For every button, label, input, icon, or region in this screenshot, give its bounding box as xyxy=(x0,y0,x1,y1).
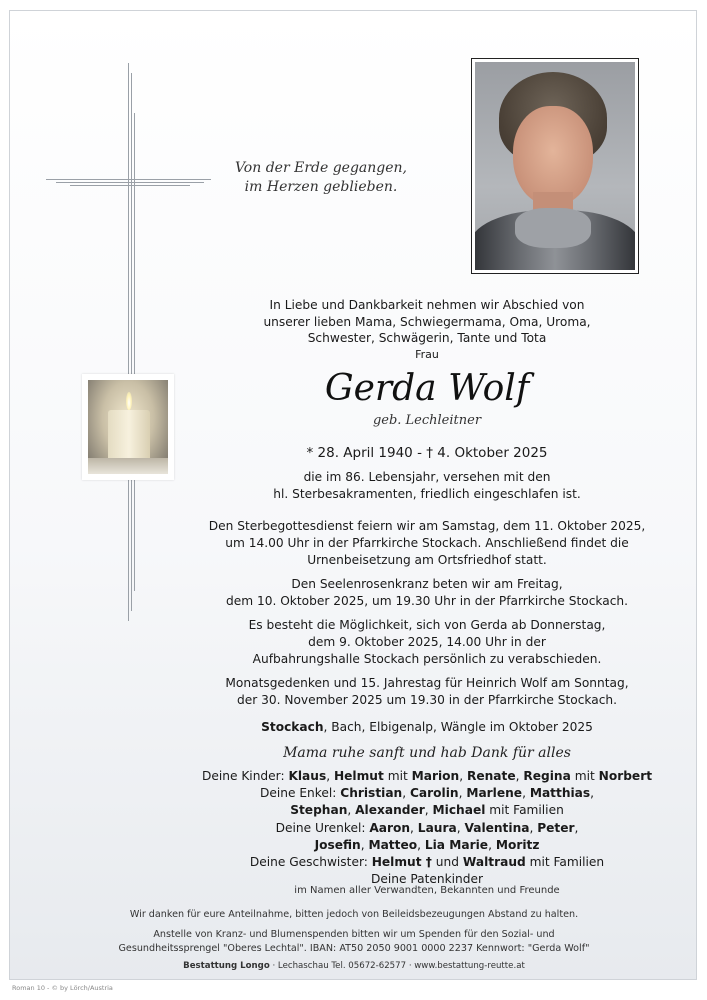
family-text: , xyxy=(488,837,496,852)
family-text: , xyxy=(347,803,356,818)
paragraph-line: Monatsgedenken und 15. Jahrestag für Heinrich Wolf am Sonntag, xyxy=(225,676,629,690)
family-text: , xyxy=(459,769,467,783)
obituary-card xyxy=(9,10,697,980)
life-dates: * 28. April 1940 - † 4. Oktober 2025 xyxy=(306,445,548,461)
paragraph-memorial xyxy=(162,675,692,709)
family-text: , xyxy=(515,769,524,783)
place-town: Stockach xyxy=(261,720,324,734)
family-line xyxy=(162,802,692,819)
family-text: Deine Patenkinder xyxy=(370,872,484,887)
family-text: und xyxy=(431,855,463,870)
family-text: , xyxy=(410,820,418,835)
family-member-name: Helmut † xyxy=(371,855,432,870)
donation-line: Anstelle von Kranz- und Blumenspenden bitten wir um Spenden für den Sozial- und xyxy=(153,929,555,940)
family-member-name: Lia Marie xyxy=(424,837,489,852)
paragraph-farewell-viewing xyxy=(162,617,692,668)
family-list xyxy=(162,768,692,888)
undertaker-footer xyxy=(30,960,678,972)
family-text: , xyxy=(417,837,425,852)
candle-image xyxy=(82,374,174,480)
paragraph-line: der 30. November 2025 um 19.30 in der Pfarrkirche Stockach. xyxy=(236,693,618,707)
family-text: mit Familien xyxy=(525,855,605,870)
family-member-name: Regina xyxy=(523,769,571,783)
family-text: , xyxy=(360,837,369,852)
undertaker-details: · Lechaschau Tel. 05672-62577 · www.bestattung-reutte.at xyxy=(269,961,525,971)
family-text: Deine Urenkel: xyxy=(275,820,370,835)
passing-line: die im 86. Lebensjahr, versehen mit den xyxy=(303,470,551,484)
portrait-photo xyxy=(471,58,639,274)
family-member-name: Peter xyxy=(537,820,575,835)
family-text: mit xyxy=(570,769,599,783)
family-member-name: Matthias xyxy=(529,786,591,801)
passing-line: hl. Sterbesakramenten, friedlich eingeschlafen ist. xyxy=(273,487,581,501)
paragraph-line: um 14.00 Uhr in der Pfarrkirche Stockach. Anschließend findet die xyxy=(225,536,629,550)
undertaker-name: Bestattung Longo xyxy=(183,961,270,971)
paragraph-funeral xyxy=(162,518,692,569)
family-member-name: Alexander xyxy=(355,803,425,818)
paragraph-line: Aufbahrungshalle Stockach persönlich zu verabschieden. xyxy=(252,652,602,666)
family-text: Deine Enkel: xyxy=(259,786,341,801)
intro-line: In Liebe und Dankbarkeit nehmen wir Abschied von xyxy=(269,298,585,312)
family-member-name: Carolin xyxy=(409,786,459,801)
family-member-name: Waltraud xyxy=(462,855,526,870)
family-text: Deine Geschwister: xyxy=(249,855,372,870)
family-line xyxy=(162,768,692,785)
family-member-name: Christian xyxy=(340,786,403,801)
place-rest: , Bach, Elbigenalp, Wängle im Oktober 2025 xyxy=(323,720,593,734)
family-member-name: Marion xyxy=(411,769,460,783)
family-line xyxy=(162,854,692,871)
family-member-name: Stephan xyxy=(290,803,348,818)
paragraph-line: Den Seelenrosenkranz beten wir am Freitag, xyxy=(291,577,563,591)
family-member-name: Aaron xyxy=(369,820,411,835)
paragraph-line: Es besteht die Möglichkeit, sich von Gerda ab Donnerstag, xyxy=(248,618,606,632)
family-member-name: Norbert xyxy=(598,769,653,783)
imprint: Roman 10 - © by Lörch/Austria xyxy=(12,984,113,992)
relatives-line: im Namen aller Verwandten, Bekannten und Freunde xyxy=(294,885,560,896)
thanks-line: Wir danken für eure Anteilnahme, bitten jedoch von Beileidsbezeugungen Abstand zu halten. xyxy=(129,909,579,920)
family-text: , xyxy=(326,769,334,783)
family-member-name: Marlene xyxy=(466,786,523,801)
family-member-name: Renate xyxy=(466,769,516,783)
paragraph-rosary xyxy=(162,576,692,610)
quote-line: Von der Erde gegangen, xyxy=(234,160,407,176)
paragraph-line: dem 9. Oktober 2025, 14.00 Uhr in der xyxy=(308,635,546,649)
family-text: , xyxy=(522,786,530,801)
service-info xyxy=(162,518,692,716)
paragraph-line: Den Sterbegottesdienst feiern wir am Samstag, dem 11. Oktober 2025, xyxy=(208,519,646,533)
passing-text xyxy=(162,469,692,503)
family-member-name: Klaus xyxy=(288,769,327,783)
paragraph-line: dem 10. Oktober 2025, um 19.30 Uhr in der Pfarrkirche Stockach. xyxy=(225,594,629,608)
family-line xyxy=(162,820,692,837)
quote-line: im Herzen geblieben. xyxy=(244,179,398,195)
paragraph-line: Urnenbeisetzung am Ortsfriedhof statt. xyxy=(307,553,547,567)
donation-info xyxy=(30,928,678,956)
family-text: , xyxy=(529,820,538,835)
family-text: mit Familien xyxy=(485,803,564,818)
farewell-line: Mama ruhe sanft und hab Dank für alles xyxy=(283,745,571,761)
family-text: mit xyxy=(383,769,412,783)
family-member-name: Laura xyxy=(417,820,457,835)
family-text: , xyxy=(458,786,467,801)
place-date xyxy=(162,719,692,736)
intro-line: Frau xyxy=(415,347,439,361)
family-text: , xyxy=(402,786,410,801)
quote xyxy=(206,159,436,197)
family-member-name: Matteo xyxy=(368,837,418,852)
family-line xyxy=(162,785,692,802)
family-member-name: Moritz xyxy=(495,837,540,852)
maiden-name: geb. Lechleitner xyxy=(372,413,482,428)
deceased-name: Gerda Wolf xyxy=(324,368,530,409)
family-member-name: Michael xyxy=(432,803,486,818)
family-member-name: Josefin xyxy=(314,837,361,852)
donation-line: Gesundheitssprengel "Oberes Lechtal". IBAN: AT50 2050 9001 0000 2237 Kennwort: "Gerda Wolf" xyxy=(118,943,590,954)
intro xyxy=(162,297,692,363)
family-text: , xyxy=(456,820,465,835)
family-text: , xyxy=(590,786,595,801)
family-text: , xyxy=(574,820,579,835)
family-text: Deine Kinder: xyxy=(201,769,289,783)
family-line xyxy=(162,837,692,854)
intro-line: unserer lieben Mama, Schwiegermama, Oma, Uroma, xyxy=(263,314,591,329)
intro-line: Schwester, Schwägerin, Tante und Tota xyxy=(307,331,547,345)
family-text: , xyxy=(424,803,433,818)
family-member-name: Valentina xyxy=(464,820,530,835)
family-member-name: Helmut xyxy=(333,769,384,783)
